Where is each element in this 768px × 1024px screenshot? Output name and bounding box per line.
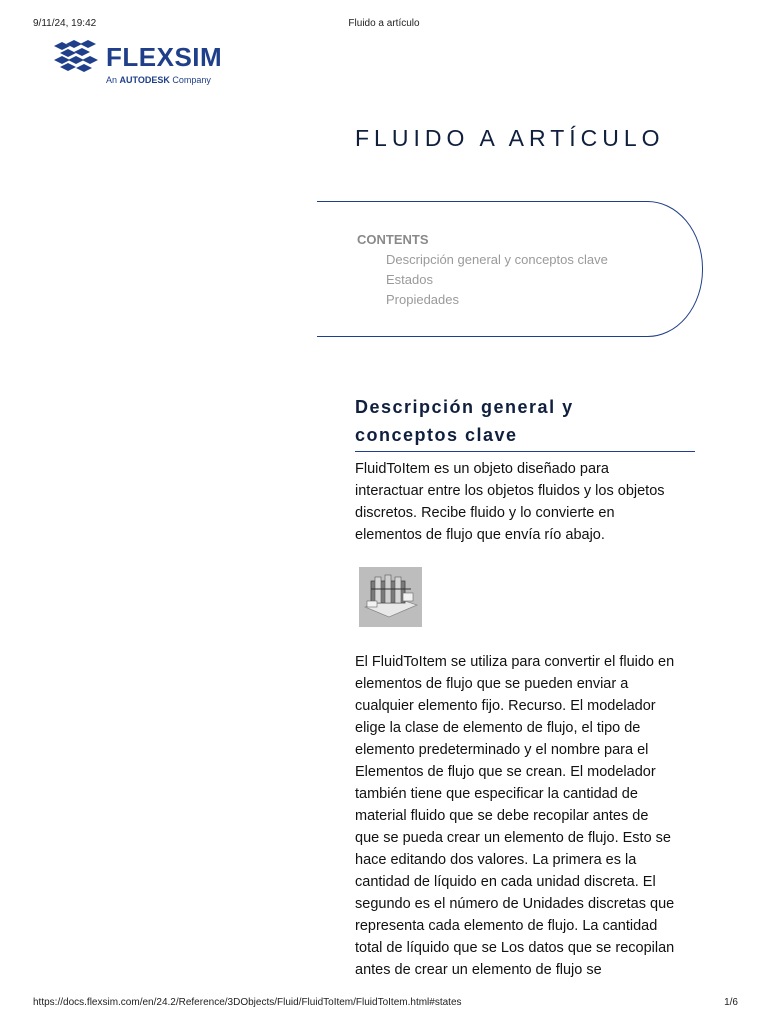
- para2-line: que se pueda crear un elemento de flujo. Esto se: [355, 830, 671, 846]
- paragraph-intro: [355, 458, 700, 546]
- flexsim-logo-icon: [52, 40, 102, 74]
- para2-line: elemento predeterminado y el nombre para el: [355, 742, 649, 758]
- flexsim-logo[interactable]: [52, 40, 242, 90]
- logo-wordmark: FLEXSIM: [106, 42, 223, 72]
- table-of-contents: [317, 201, 703, 337]
- page-title: FLUIDO A ARTÍCULO: [355, 125, 665, 151]
- para1-line: discretos. Recibe fluido y lo convierte en: [355, 505, 615, 521]
- tagline-suffix: Company: [172, 75, 211, 85]
- page-number: 1/6: [724, 997, 738, 1008]
- section-heading-line2: conceptos clave: [355, 425, 518, 445]
- para1-line: FluidToItem es un objeto diseñado para: [355, 461, 609, 477]
- logo-tagline: [106, 75, 211, 85]
- para1-line: elementos de flujo que envía río abajo.: [355, 527, 605, 543]
- para2-line: elige la clase de elemento de flujo, el tipo de: [355, 720, 641, 736]
- para2-line: Elementos de flujo que se crean. El modelador: [355, 764, 656, 780]
- fluid-to-item-model-icon: [359, 567, 422, 627]
- para2-line: elementos de flujo que se pueden enviar a: [355, 676, 629, 692]
- tagline-brand: AUTODESK: [119, 75, 170, 85]
- para1-line: interactuar entre los objetos fluidos y los objetos: [355, 483, 665, 499]
- para2-line: representa cada elemento de flujo. La cantidad: [355, 918, 658, 934]
- toc-link-states[interactable]: Estados: [386, 272, 433, 287]
- para2-line: El FluidToItem se utiliza para convertir el fluido en: [355, 654, 675, 670]
- section-heading: [355, 393, 695, 452]
- tagline-prefix: An: [106, 75, 118, 85]
- para2-line: cantidad de líquido en cada unidad discreta. El: [355, 874, 656, 890]
- paragraph-details: [355, 651, 700, 981]
- section-heading-line1: Descripción general y: [355, 397, 574, 417]
- toc-link-properties[interactable]: Propiedades: [386, 292, 459, 307]
- para2-line: antes de crear un elemento de flujo se: [355, 962, 602, 978]
- page-url: https://docs.flexsim.com/en/24.2/Reference/3DObjects/Fluid/FluidToItem/FluidToItem.html#states: [33, 997, 462, 1008]
- para2-line: también tiene que especificar la cantidad de: [355, 786, 638, 802]
- para2-line: material fluido que se debe recopilar antes de: [355, 808, 649, 824]
- fluid-to-item-image[interactable]: [359, 567, 422, 627]
- toc-heading: CONTENTS: [357, 232, 429, 247]
- print-date: 9/11/24, 19:42: [33, 18, 97, 29]
- para2-line: segundo es el número de Unidades discretas que: [355, 896, 675, 912]
- para2-line: total de líquido que se Los datos que se recopilan: [355, 940, 675, 956]
- toc-frame: [317, 201, 703, 337]
- toc-link-overview[interactable]: Descripción general y conceptos clave: [386, 252, 608, 267]
- print-title: Fluido a artículo: [348, 18, 420, 29]
- para2-line: cualquier elemento fijo. Recurso. El modelador: [355, 698, 656, 714]
- para2-line: hace editando dos valores. La primera es la: [355, 852, 637, 868]
